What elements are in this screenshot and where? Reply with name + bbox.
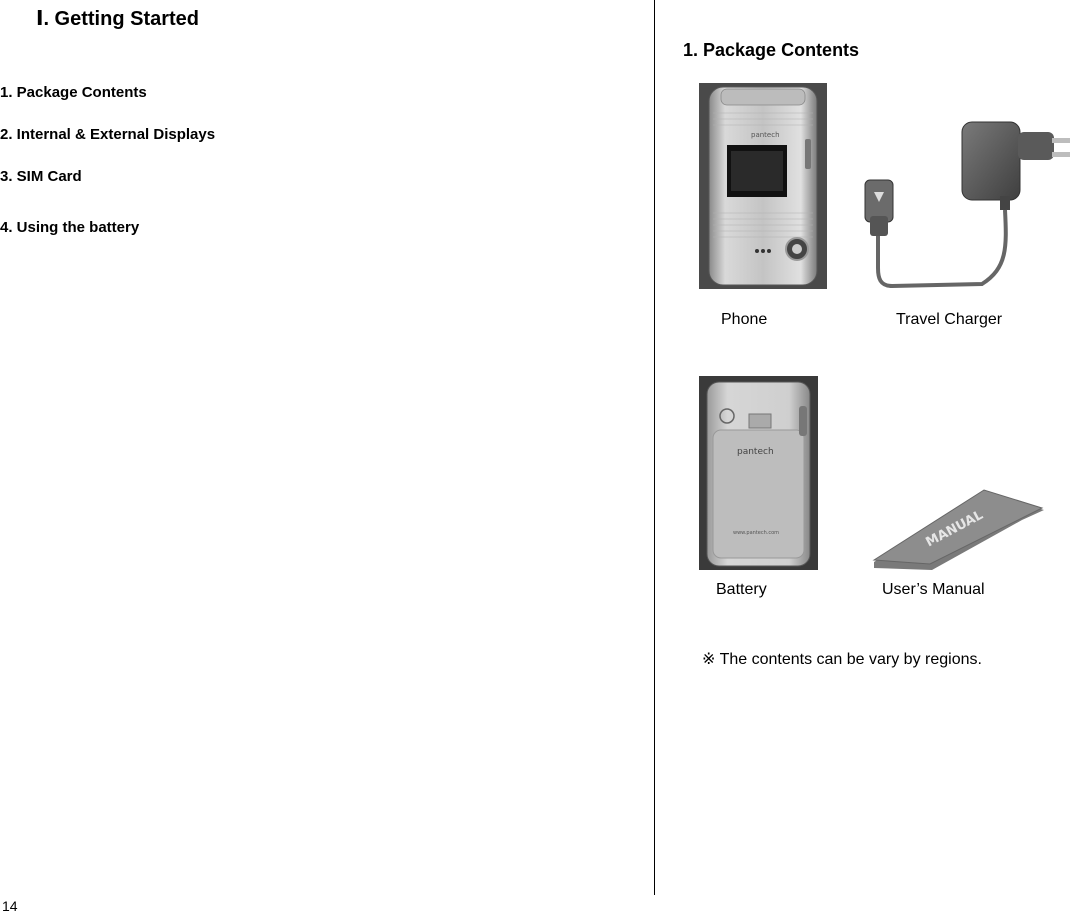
battery-brand-text: pantech <box>737 447 774 457</box>
page-divider <box>654 0 655 895</box>
caption-travel-charger: Travel Charger <box>896 311 1003 328</box>
phone-brand-text: pantech <box>751 131 780 139</box>
page-number: 14 <box>2 898 18 914</box>
manual-label: MANUAL <box>923 507 986 551</box>
chapter-title: Ⅰ. Getting Started <box>36 8 200 30</box>
caption-phone: Phone <box>721 311 768 328</box>
toc-item-package-contents: 1. Package Contents <box>0 84 147 101</box>
caption-battery: Battery <box>716 581 767 598</box>
toc-item-displays: 2. Internal & External Displays <box>0 126 216 143</box>
caption-users-manual: User’s Manual <box>882 581 985 598</box>
toc-item-battery: 4. Using the battery <box>0 219 140 236</box>
regional-note: ※ The contents can be vary by regions. <box>702 651 982 668</box>
section-title: 1. Package Contents <box>683 40 860 60</box>
manual-image <box>872 488 1044 570</box>
phone-image <box>699 83 827 289</box>
toc-item-sim-card: 3. SIM Card <box>0 168 82 185</box>
battery-url-text: www.pantech.com <box>733 530 780 536</box>
charger-image <box>862 118 1072 290</box>
battery-image <box>699 376 818 570</box>
